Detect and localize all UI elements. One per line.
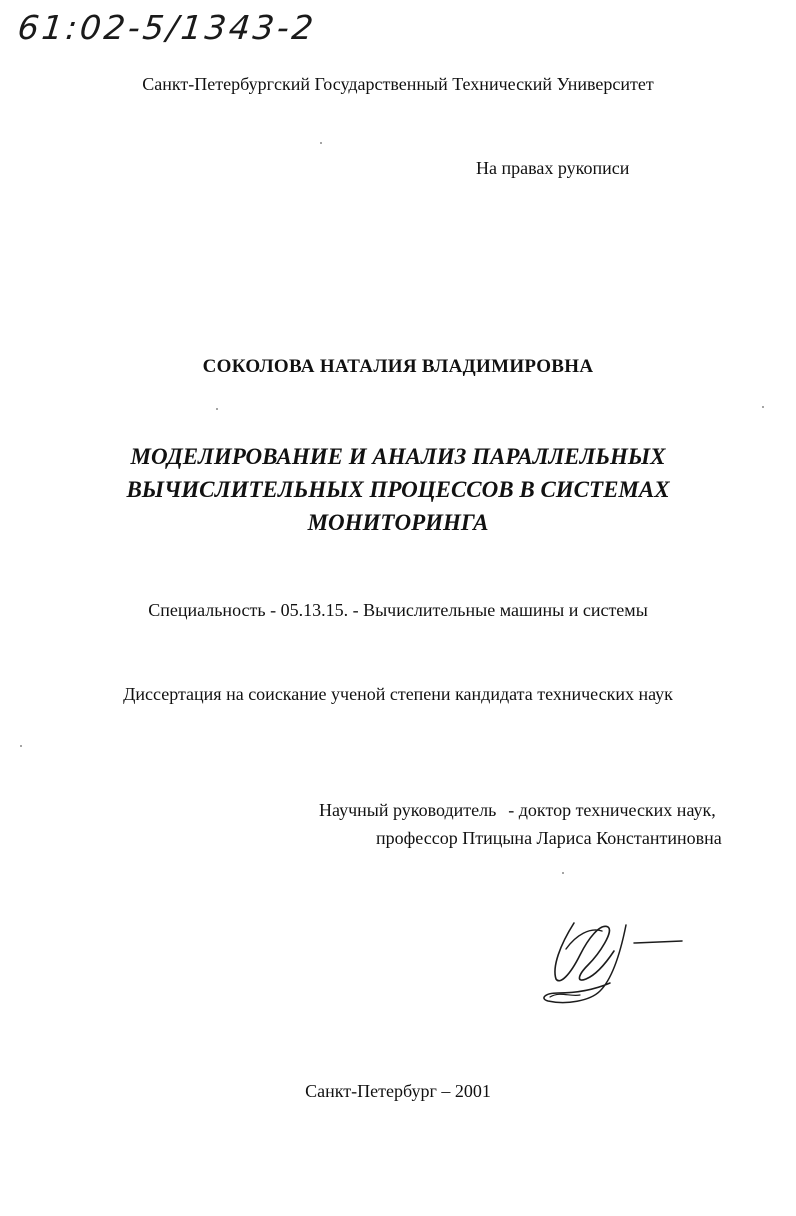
author-name: СОКОЛОВА НАТАЛИЯ ВЛАДИМИРОВНА [202, 356, 594, 377]
title-line-2: ВЫЧИСЛИТЕЛЬНЫХ ПРОЦЕССОВ В СИСТЕМАХ [126, 477, 670, 502]
scan-speck [762, 406, 764, 408]
specialty-line: Специальность - 05.13.15. - Вычислительные машины и системы [148, 600, 648, 620]
scan-speck [20, 745, 22, 747]
city-year: Санкт-Петербург – 2001 [305, 1081, 491, 1101]
scan-speck [320, 142, 322, 144]
scan-speck [562, 872, 564, 874]
rights-note: На правах рукописи [476, 158, 630, 178]
university-name: Санкт-Петербургский Государственный Технический Университет [142, 74, 654, 94]
supervisor-name: профессор Птицына Лариса Константиновна [376, 828, 722, 848]
archive-code-handwritten: 61:02-5/1343-2 [15, 8, 319, 47]
scan-speck [216, 408, 218, 410]
dissertation-note: Диссертация на соискание ученой степени кандидата технических наук [123, 684, 673, 704]
dissertation-title [0, 440, 796, 539]
supervisor-degree: - доктор технических наук, [508, 800, 716, 820]
signature-icon [530, 905, 700, 1015]
title-line-1: МОДЕЛИРОВАНИЕ И АНАЛИЗ ПАРАЛЛЕЛЬНЫХ [130, 444, 666, 469]
title-line-3: МОНИТОРИНГА [307, 510, 489, 535]
supervisor-role: Научный руководитель [319, 800, 497, 820]
supervisor-line [319, 800, 716, 821]
